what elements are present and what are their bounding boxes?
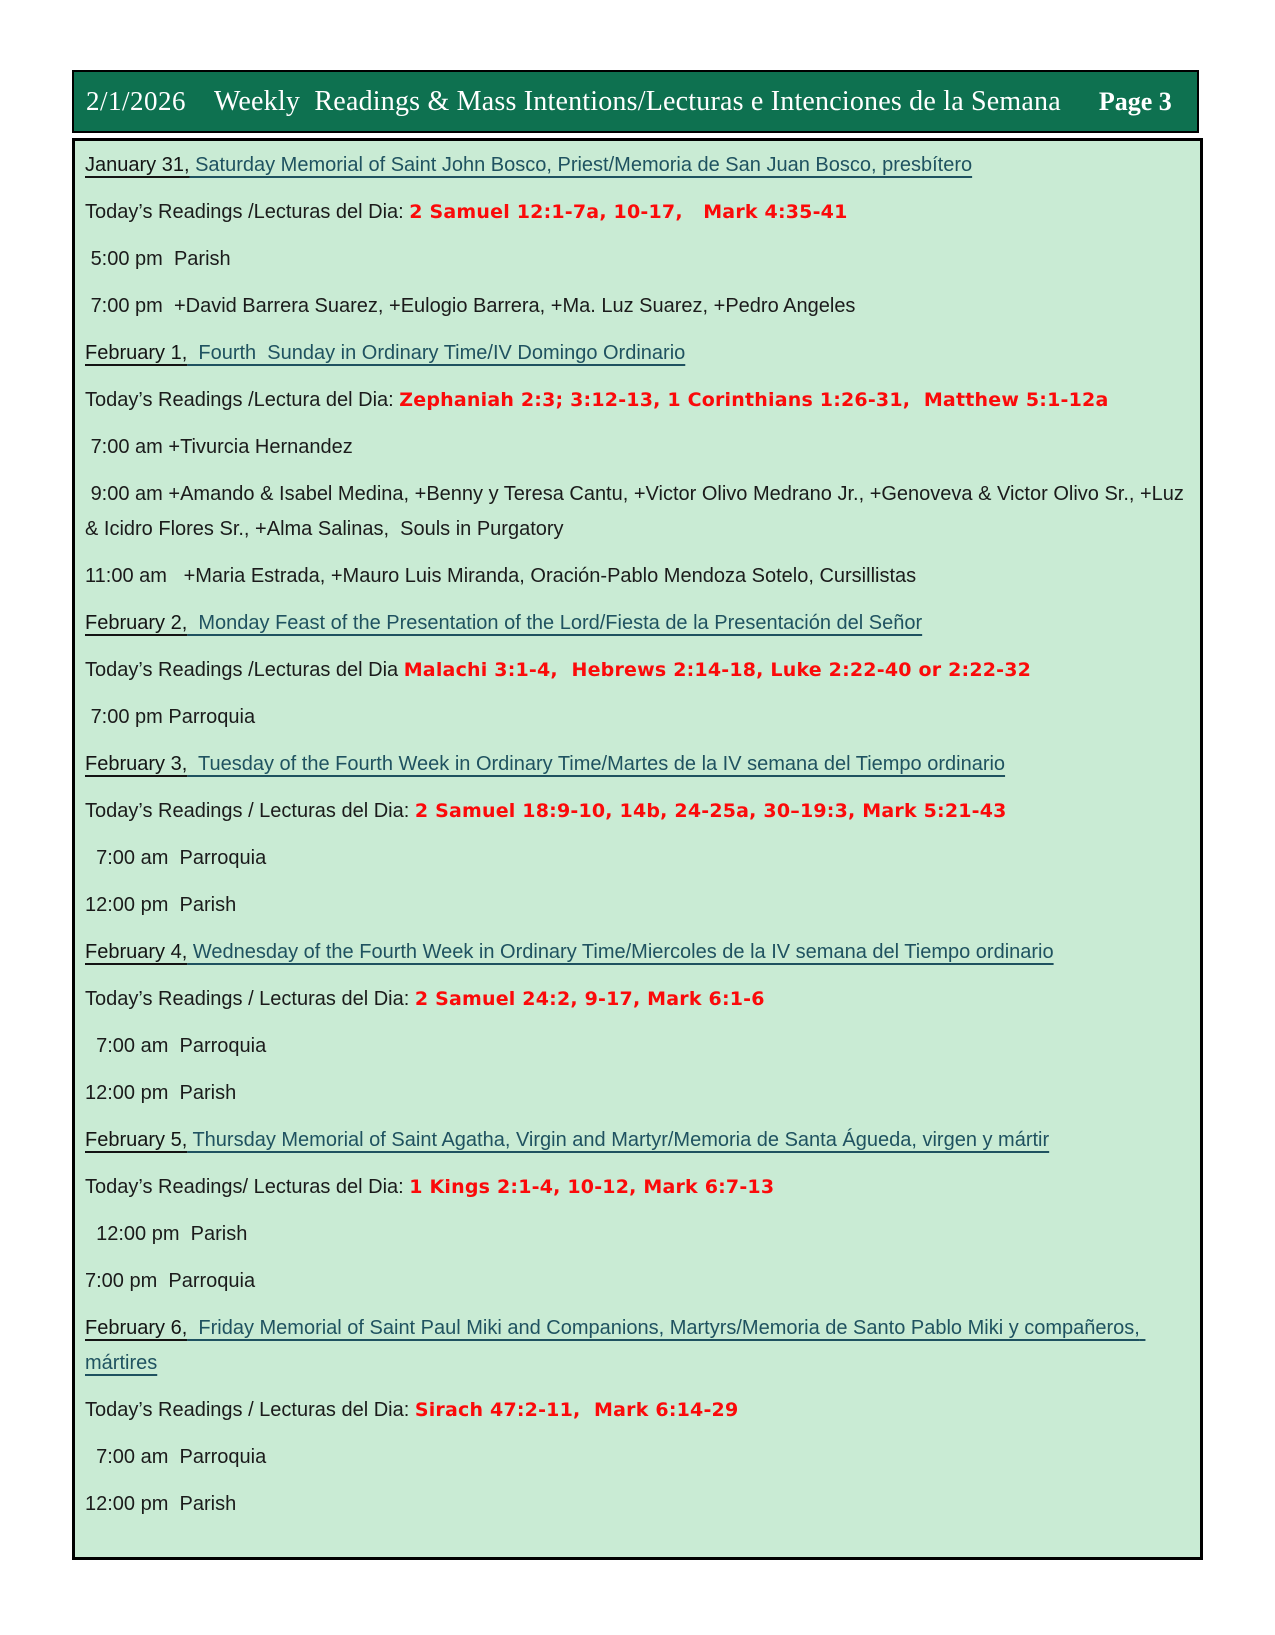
readings-line — [85, 794, 1190, 829]
readings-line — [85, 982, 1190, 1017]
readings-references: 1 Kings 2:1-4, 10-12, Mark 6:7-13 — [409, 1176, 775, 1198]
readings-label: Today’s Readings / Lecturas del Dia: — [85, 1399, 415, 1421]
day-section — [85, 747, 1190, 923]
day-heading — [85, 1311, 1190, 1381]
mass-intention-line: 7:00 am Parroquia — [85, 1035, 267, 1057]
readings-references: 2 Samuel 18:9-10, 14b, 24-25a, 30–19:3, Mark 5:21-43 — [414, 800, 1007, 822]
day-heading — [85, 747, 1190, 782]
page-number: Page 3 — [1098, 86, 1172, 116]
readings-label: Today’s Readings /Lectura del Dia: — [85, 389, 400, 411]
readings-label: Today’s Readings /Lecturas del Dia — [85, 659, 404, 681]
readings-references: Malachi 3:1-4, Hebrews 2:14-18, Luke 2:22-40 or 2:22-32 — [403, 659, 1032, 681]
day-section — [85, 1311, 1190, 1522]
readings-references: 2 Samuel 12:1-7a, 10-17, Mark 4:35-41 — [409, 201, 848, 223]
content-box — [72, 138, 1203, 1560]
day-date: February 4, — [85, 941, 188, 963]
header-date: 2/1/2026 — [86, 86, 187, 116]
mass-intention-line: 11:00 am +Maria Estrada, +Mauro Luis Miranda, Oración-Pablo Mendoza Sotelo, Cursillistas — [85, 565, 917, 587]
readings-label: Today’s Readings / Lecturas del Dia: — [85, 800, 415, 822]
readings-line — [85, 1393, 1190, 1428]
day-section — [85, 336, 1190, 594]
day-date: February 3, — [85, 753, 188, 775]
day-sections — [85, 148, 1190, 1522]
day-heading — [85, 1123, 1190, 1158]
day-title: Friday Memorial of Saint Paul Miki and Companions, Martyrs/Memoria de Santo Pablo Miki y compañeros, mártires — [85, 1317, 1146, 1374]
day-date: January 31, — [85, 154, 190, 176]
readings-label: Today’s Readings / Lecturas del Dia: — [85, 988, 415, 1010]
day-date: February 6, — [85, 1317, 188, 1339]
day-heading — [85, 148, 1190, 183]
readings-line — [85, 195, 1190, 230]
mass-intention-line: 12:00 pm Parish — [85, 1493, 237, 1515]
mass-intention-line: 7:00 pm Parroquia — [85, 706, 256, 728]
readings-line — [85, 383, 1190, 418]
mass-intention-line: 5:00 pm Parish — [85, 248, 231, 270]
mass-intention-line: 7:00 am Parroquia — [85, 1446, 267, 1468]
page-title: Weekly Readings & Mass Intentions/Lecturas e Intenciones de la Semana — [214, 85, 1061, 117]
day-heading — [85, 336, 1190, 371]
day-date: February 5, — [85, 1129, 188, 1151]
day-section — [85, 935, 1190, 1111]
day-date: February 1, — [85, 342, 188, 364]
day-heading — [85, 935, 1190, 970]
mass-intention-line: 7:00 am Parroquia — [85, 847, 267, 869]
mass-intention-line: 12:00 pm Parish — [85, 1223, 248, 1245]
readings-line — [85, 653, 1190, 688]
readings-references: Sirach 47:2-11, Mark 6:14-29 — [414, 1399, 739, 1421]
mass-intention-line: 7:00 pm +David Barrera Suarez, +Eulogio Barrera, +Ma. Luz Suarez, +Pedro Angeles — [85, 295, 856, 317]
day-title: Saturday Memorial of Saint John Bosco, Priest/Memoria de San Juan Bosco, presbítero — [189, 154, 973, 176]
readings-label: Today’s Readings /Lecturas del Dia: — [85, 201, 410, 223]
day-heading — [85, 606, 1190, 641]
day-title: Wednesday of the Fourth Week in Ordinary Time/Miercoles de la IV semana del Tiempo ordinario — [187, 941, 1054, 963]
day-date: February 2, — [85, 612, 188, 634]
mass-intention-line: 7:00 pm Parroquia — [85, 1270, 256, 1292]
day-section — [85, 606, 1190, 735]
day-title: Fourth Sunday in Ordinary Time/IV Domingo Ordinario — [187, 342, 686, 364]
day-section — [85, 1123, 1190, 1299]
readings-references: 2 Samuel 24:2, 9-17, Mark 6:1-6 — [414, 988, 765, 1010]
mass-intention-line: 9:00 am +Amando & Isabel Medina, +Benny y Teresa Cantu, +Victor Olivo Medrano Jr., +Genoveva & Victor Olivo Sr., +Luz & Icidro Flores Sr., +Alma Salinas, Souls in Purgatory — [85, 483, 1190, 540]
mass-intention-line: 7:00 am +Tivurcia Hernandez — [85, 436, 353, 458]
day-title: Thursday Memorial of Saint Agatha, Virgin and Martyr/Memoria de Santa Águeda, virgen y mártir — [187, 1129, 1050, 1151]
readings-line — [85, 1170, 1190, 1205]
readings-references: Zephaniah 2:3; 3:12-13, 1 Corinthians 1:26-31, Matthew 5:1-12a — [399, 389, 1109, 411]
day-section — [85, 148, 1190, 324]
header-bar — [72, 70, 1199, 133]
readings-label: Today’s Readings/ Lecturas del Dia: — [85, 1176, 410, 1198]
mass-intention-line: 12:00 pm Parish — [85, 1082, 237, 1104]
day-title: Tuesday of the Fourth Week in Ordinary Time/Martes de la IV semana del Tiempo ordinario — [187, 753, 1006, 775]
day-title: Monday Feast of the Presentation of the Lord/Fiesta de la Presentación del Señor — [187, 612, 923, 634]
mass-intention-line: 12:00 pm Parish — [85, 894, 237, 916]
